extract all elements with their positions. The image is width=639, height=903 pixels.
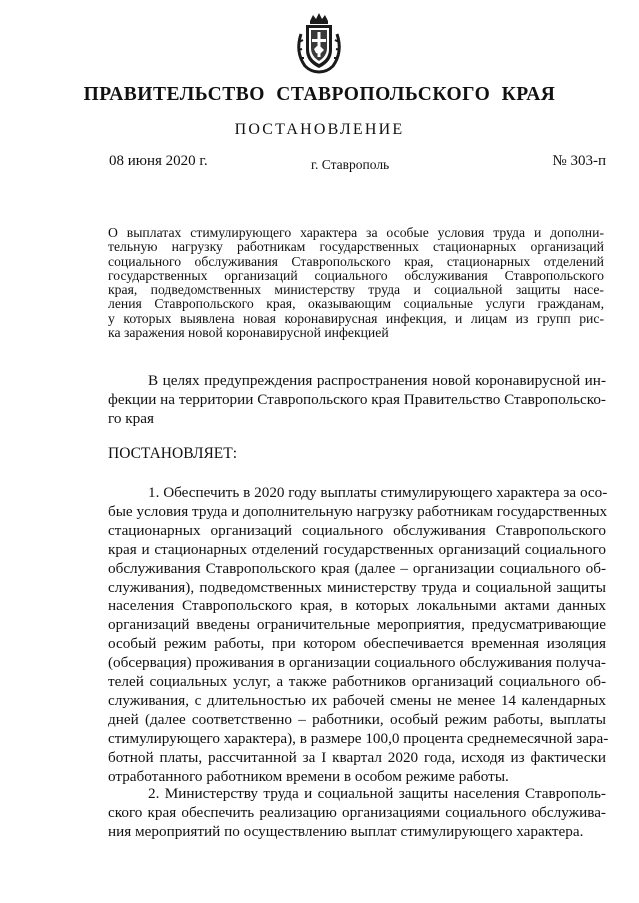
government-title: ПРАВИТЕЛЬСТВО СТАВРОПОЛЬСКОГО КРАЯ	[83, 84, 556, 105]
paragraph-line: фекции на территории Ставропольского края Правительство Ставропольско-	[108, 390, 606, 408]
paragraph-line: ского края обеспечить реализацию организациями социального обслужива-	[108, 803, 606, 821]
paragraph-line: стационарных организаций социального обслуживания Ставропольского	[108, 521, 606, 539]
resolves-heading: ПОСТАНОВЛЯЕТ:	[108, 445, 238, 462]
coat-of-arms-icon	[293, 12, 345, 74]
intro-paragraph	[108, 372, 606, 429]
paragraph-2	[108, 785, 606, 842]
subject-line: государственных организаций социального обслуживания Ставропольского	[108, 267, 604, 283]
paragraph-line: служивания, с длительностью их рабочей смены не менее 14 календарных	[108, 691, 606, 709]
subject-line: у которых выявлена новая коронавирусная инфекция, и лицам из групп рис-	[108, 310, 604, 326]
paragraph-line: стимулирующего характера), в размере 100,0 процента среднемесячной зара-	[108, 729, 609, 747]
subject-line: О выплатах стимулирующего характера за особые условия труда и дополни-	[108, 225, 604, 240]
paragraph-line: го края	[108, 409, 154, 427]
paragraph-line: 1. Обеспечить в 2020 году выплаты стимулирующего характера за осо-	[148, 484, 608, 501]
subject-line: социального обслуживания Ставропольского края, стационарных отделений	[108, 253, 604, 269]
paragraph-line: обслуживания Ставропольского края (далее – организации социального об-	[108, 559, 606, 577]
paragraph-line: края и стационарных отделений государственных организаций социального	[108, 540, 606, 558]
document-date: 08 июня 2020 г.	[109, 153, 208, 169]
subject-line: ления Ставропольского края, оказывающим социальные услуги гражданам,	[108, 296, 604, 312]
paragraph-line: населения Ставропольского края, в которых локальными актами данных	[108, 597, 606, 615]
paragraph-line: дней (далее соответственно – работники, особый режим работы, выплаты	[108, 710, 606, 728]
paragraph-line: 2. Министерству труда и социальной защиты населения Ставрополь-	[148, 785, 606, 802]
paragraph-line: отработанного работником времени в особом режиме работы.	[108, 767, 509, 785]
subject-line: тельную нагрузку работникам государственных стационарных организаций	[108, 239, 604, 255]
paragraph-line: служивания), подведомственных министерству труда и социальной защиты	[108, 578, 606, 596]
document-subject	[108, 226, 604, 340]
document-type: ПОСТАНОВЛЕНИЕ	[234, 121, 405, 138]
paragraph-line: бые условия труда и дополнительную нагрузку работникам государственных	[108, 502, 608, 520]
paragraph-line: ботной платы, рассчитанной за I квартал 2020 года, исходя из фактически	[108, 748, 606, 766]
subject-line: края, подведомственных министерству труда и социальной защиты насе-	[108, 282, 604, 298]
paragraph-1	[108, 484, 609, 787]
paragraph-line: В целях предупреждения распространения новой коронавирусной ин-	[148, 372, 606, 389]
subject-line: ка заражения новой коронавирусной инфекцией	[108, 325, 389, 341]
paragraph-line: особый режим работы, при котором обеспечивается временная изоляция	[108, 635, 606, 653]
document-city: г. Ставрополь	[311, 157, 390, 172]
paragraph-line: (обсервация) проживания в организации социального обслуживания получа-	[108, 654, 606, 672]
paragraph-line: телей социальных услуг, а также работников организаций социального об-	[108, 673, 606, 691]
paragraph-line: организаций введены ограничительные мероприятия, предусматривающие	[108, 616, 606, 634]
paragraph-line: ния мероприятий по осуществлению выплат стимулирующего характера.	[108, 822, 584, 840]
document-number: № 303-п	[552, 153, 606, 169]
